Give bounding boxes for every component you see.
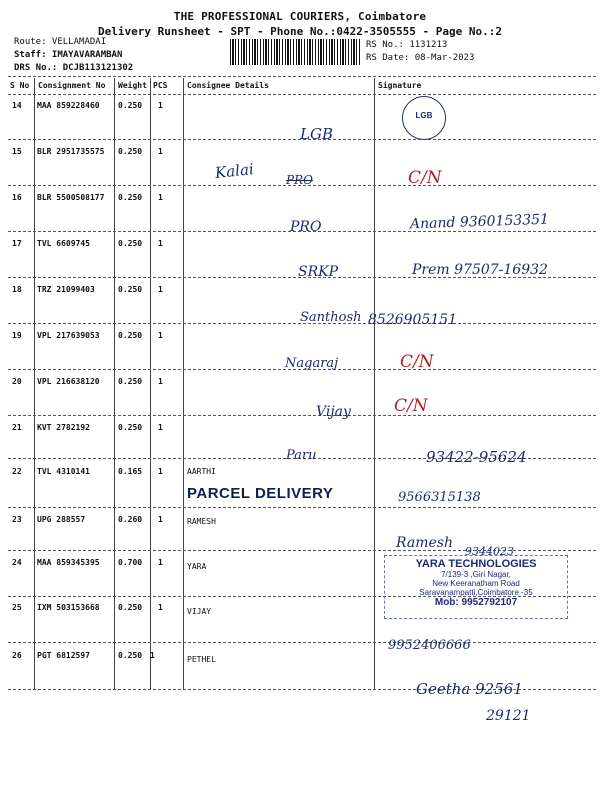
row-sno: 15 bbox=[12, 147, 22, 156]
row-sno: 23 bbox=[12, 515, 22, 524]
handwritten-name: Geetha 92561 bbox=[416, 680, 523, 698]
row-sno: 16 bbox=[12, 193, 22, 202]
handwritten-name: SRKP bbox=[298, 264, 339, 280]
row-sno: 21 bbox=[12, 423, 22, 432]
row-weight: 0.250 bbox=[118, 101, 143, 110]
yara-stamp bbox=[384, 555, 568, 619]
handwritten-phone: 9344023 bbox=[465, 545, 514, 558]
row-consignment: MAA 859228460 bbox=[37, 101, 100, 110]
handwritten-phone: 9952406666 bbox=[388, 638, 471, 653]
row-divider bbox=[8, 415, 596, 416]
row-pcs: 1 bbox=[158, 147, 163, 156]
row-pcs: 1 bbox=[158, 467, 163, 476]
row-consignment: UPG 288557 bbox=[37, 515, 86, 524]
row-pcs: 1 bbox=[158, 285, 163, 294]
row-sno: 14 bbox=[12, 101, 22, 110]
row-pcs: 1 bbox=[158, 515, 163, 524]
row-sno: 18 bbox=[12, 285, 22, 294]
row-sno: 19 bbox=[12, 331, 22, 340]
row-sno: 17 bbox=[12, 239, 22, 248]
handwritten-name: Anand 9360153351 bbox=[409, 211, 550, 233]
row-sno: 26 bbox=[12, 651, 22, 660]
row-consignment: VPL 217639053 bbox=[37, 331, 100, 340]
handwritten-name: Nagaraj bbox=[285, 356, 339, 371]
parcel-delivery-stamp: PARCEL DELIVERY bbox=[187, 485, 334, 502]
row-pcs: 1 bbox=[158, 603, 163, 612]
row-consignee: VIJAY bbox=[187, 607, 212, 616]
row-pcs: 1 bbox=[158, 558, 163, 567]
row-pcs: 1 bbox=[158, 423, 163, 432]
row-consignment: VPL 216638120 bbox=[37, 377, 100, 386]
row-weight: 0.250 bbox=[118, 423, 143, 432]
row-consignee: PETHEL bbox=[187, 655, 216, 664]
row-weight: 0.250 bbox=[118, 193, 143, 202]
row-divider bbox=[8, 642, 596, 643]
drs-label: DRS No.: DCJB113121302 bbox=[14, 63, 134, 73]
row-sno: 24 bbox=[12, 558, 22, 567]
route-label: Route: VELLAMADAI bbox=[14, 37, 107, 47]
barcode bbox=[230, 39, 362, 65]
col-consignment: Consignment No bbox=[38, 81, 106, 90]
handwritten-cn: C/N bbox=[400, 352, 434, 372]
column-separator bbox=[114, 78, 115, 690]
yara-stamp-addr3: Saravanampatti,Coimbatore -35 bbox=[419, 588, 533, 597]
handwritten-name: Santhosh bbox=[300, 310, 362, 325]
staff-label: Staff: IMAYAVARAMBAN bbox=[14, 50, 123, 60]
row-consignment: BLR 2951735575 bbox=[37, 147, 105, 156]
row-weight: 0.250 bbox=[118, 651, 143, 660]
handwritten-name: Paru bbox=[286, 448, 317, 463]
row-pcs: 1 bbox=[158, 193, 163, 202]
round-stamp bbox=[402, 96, 446, 140]
handwritten-phone: 8526905151 bbox=[368, 312, 458, 328]
row-weight: 0.250 bbox=[118, 239, 143, 248]
handwritten-name: Prem 97507-16932 bbox=[412, 262, 548, 278]
handwritten-name: PRO bbox=[286, 173, 313, 187]
row-consignment: TRZ 21099403 bbox=[37, 285, 95, 294]
handwritten-phone: 29121 bbox=[486, 708, 531, 724]
handwritten-name: Kalai bbox=[214, 160, 255, 182]
divider bbox=[8, 94, 596, 95]
row-weight: 0.250 bbox=[118, 377, 143, 386]
divider bbox=[8, 76, 596, 77]
handwritten-cn: C/N bbox=[408, 168, 442, 188]
row-divider bbox=[8, 507, 596, 508]
row-sno: 22 bbox=[12, 467, 22, 476]
yara-stamp-addr2: New Keeranatham Road bbox=[432, 579, 520, 588]
col-pcs: PCS bbox=[153, 81, 168, 90]
round-stamp-text: LGB bbox=[415, 111, 433, 120]
row-consignment: TVL 4310141 bbox=[37, 467, 90, 476]
col-sno: S No bbox=[10, 81, 30, 90]
row-weight: 0.260 bbox=[118, 515, 143, 524]
row-pcs: 1 bbox=[158, 331, 163, 340]
row-weight: 0.250 bbox=[118, 603, 143, 612]
column-separator bbox=[150, 78, 151, 690]
row-consignee: YARA bbox=[187, 562, 207, 571]
col-weight: Weight bbox=[118, 81, 147, 90]
rs-date: RS Date: 08-Mar-2023 bbox=[366, 53, 475, 63]
row-pcs: 1 bbox=[158, 377, 163, 386]
document-subtitle: Delivery Runsheet - SPT - Phone No.:0422-3505555 - Page No.:2 bbox=[98, 25, 502, 38]
row-pcs: 1 bbox=[158, 239, 163, 248]
handwritten-phone: 9566315138 bbox=[398, 490, 481, 505]
row-consignment: IXM 503153668 bbox=[37, 603, 100, 612]
column-separator bbox=[374, 78, 375, 690]
row-weight: 0.165 bbox=[118, 467, 143, 476]
row-weight: 0.250 bbox=[118, 331, 143, 340]
yara-stamp-mobile: Mob: 9952792107 bbox=[434, 597, 518, 608]
row-consignment: BLR 5500508177 bbox=[37, 193, 105, 202]
col-consignee: Consignee Details bbox=[187, 81, 269, 90]
handwritten-cn: C/N bbox=[394, 396, 428, 416]
handwritten-name: LGB bbox=[300, 125, 333, 143]
row-consignment: MAA 859345395 bbox=[37, 558, 100, 567]
row-consignment: KVT 2782192 bbox=[37, 423, 90, 432]
yara-stamp-name: YARA TECHNOLOGIES bbox=[415, 558, 537, 570]
row-sno: 25 bbox=[12, 603, 22, 612]
row-consignee: RAMESH bbox=[187, 517, 216, 526]
row-weight: 0.700 bbox=[118, 558, 143, 567]
handwritten-name: Vijay bbox=[316, 404, 351, 420]
rs-number: RS No.: 1131213 bbox=[366, 40, 448, 50]
row-sno: 20 bbox=[12, 377, 22, 386]
row-pcs: 1 bbox=[158, 101, 163, 110]
yara-stamp-addr1: 7/139-3 ,Giri Nagar, bbox=[441, 570, 511, 579]
row-pcs: 1 bbox=[150, 651, 155, 660]
row-weight: 0.250 bbox=[118, 285, 143, 294]
row-consignment: PGT 6812597 bbox=[37, 651, 90, 660]
row-weight: 0.250 bbox=[118, 147, 143, 156]
row-consignment: TVL 6609745 bbox=[37, 239, 90, 248]
document-title: THE PROFESSIONAL COURIERS, Coimbatore bbox=[173, 10, 427, 23]
handwritten-phone: 93422-95624 bbox=[426, 448, 527, 466]
column-separator bbox=[183, 78, 184, 690]
handwritten-name: PRO bbox=[290, 219, 322, 235]
column-separator bbox=[34, 78, 35, 690]
row-consignee: AARTHI bbox=[187, 467, 216, 476]
handwritten-name: Ramesh bbox=[396, 535, 453, 551]
col-signature: Signature bbox=[378, 81, 422, 90]
